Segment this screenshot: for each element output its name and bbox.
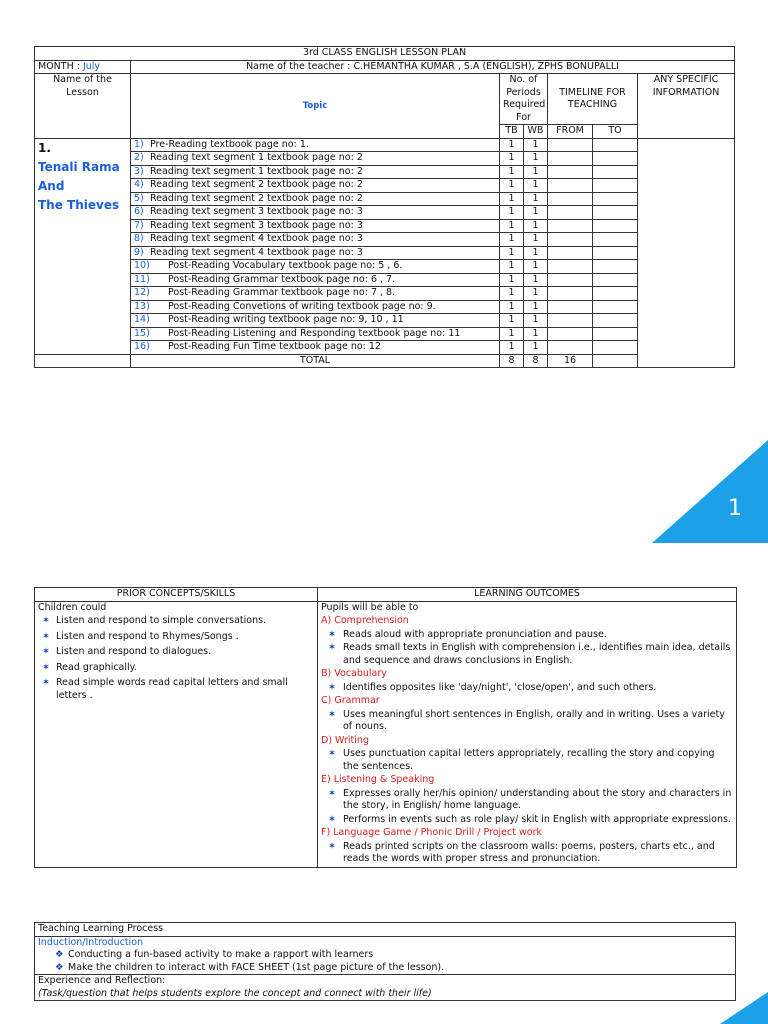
list-item (321, 814, 733, 827)
total-empty (35, 354, 131, 368)
table-row (35, 273, 735, 287)
star-bullet-icon: ✶ (328, 840, 336, 852)
lesson-name-line: The Thieves (38, 197, 120, 212)
outcome-heading: B) Vocabulary (321, 668, 387, 679)
table-row (35, 192, 735, 206)
row-wb: 1 (524, 314, 548, 328)
row-tb: 1 (500, 206, 524, 220)
experience-cell (35, 975, 736, 1001)
row-from (548, 152, 593, 166)
row-number: 6) (134, 206, 144, 217)
list-item (38, 949, 732, 962)
list-item (321, 841, 733, 866)
row-number: 9) (134, 246, 144, 258)
prior-item-text: Read simple words read capital letters and small letters . (56, 677, 288, 701)
outcome-list (321, 788, 733, 827)
prior-list (38, 615, 314, 702)
row-topic: Reading text segment 3 textbook page no: 3 (150, 219, 363, 231)
outcome-item-text: Performs in events such as role play/ skit in English with appropriate expressions. (343, 813, 731, 825)
outcome-item-text: Expresses orally her/his opinion/ understanding about the story and characters in the story, in English/ home language. (343, 787, 732, 811)
diamond-bullet-icon: ❖ (55, 949, 64, 960)
row-topic: Post-Reading Listening and Responding textbook page no: 11 (168, 327, 461, 339)
list-item (321, 788, 733, 813)
header-periods: No. of Periods Required For (500, 74, 548, 125)
row-wb: 1 (524, 287, 548, 301)
topic-cell (131, 341, 500, 355)
table-row (35, 260, 735, 274)
row-topic: Post-Reading Vocabulary textbook page no: 5 , 6. (168, 260, 403, 271)
row-to (593, 233, 638, 247)
teacher-name: Name of the teacher : C.HEMANTHA KUMAR , S.A (ENGLISH), ZPHS BONUPALLI (131, 60, 735, 74)
prior-item-text: Listen and respond to Rhymes/Songs . (56, 630, 239, 642)
table-row (35, 233, 735, 247)
list-item (321, 629, 733, 642)
table-row (35, 327, 735, 341)
row-tb: 1 (500, 152, 524, 166)
topic-cell (131, 273, 500, 287)
row-topic: Reading text segment 2 textbook page no: 2 (150, 192, 363, 204)
row-tb: 1 (500, 179, 524, 193)
prior-item-text: Listen and respond to simple conversations. (56, 615, 267, 626)
row-number: 13) (134, 300, 150, 312)
table-row (35, 165, 735, 179)
table-row (35, 341, 735, 355)
outcomes-intro: Pupils will be able to (321, 601, 419, 613)
row-from (548, 260, 593, 274)
prior-item-text: Listen and respond to dialogues. (56, 646, 212, 657)
star-bullet-icon: ✶ (328, 748, 336, 759)
induction-heading: Induction/Introduction (38, 936, 144, 948)
outcomes-table (34, 587, 737, 868)
induction-item-text: Conducting a fun-based activity to make a rapport with learners (68, 949, 374, 960)
row-from (548, 314, 593, 328)
topic-cell (131, 219, 500, 233)
row-number: 16) (134, 341, 150, 352)
row-number: 5) (134, 192, 144, 204)
experience-note: (Task/question that helps students explore the concept and connect with their life) (38, 987, 432, 999)
row-from (548, 219, 593, 233)
header-from: FROM (548, 125, 593, 139)
table-row (35, 314, 735, 328)
star-bullet-icon: ✶ (42, 615, 50, 626)
row-topic: Post-Reading Convetions of writing textbook page no: 9. (168, 300, 436, 312)
row-from (548, 327, 593, 341)
row-tb: 1 (500, 260, 524, 274)
row-tb: 1 (500, 192, 524, 206)
list-item (38, 962, 732, 975)
header-wb: WB (524, 125, 548, 139)
row-number: 15) (134, 327, 150, 339)
header-tb: TB (500, 125, 524, 139)
row-topic: Post-Reading Grammar textbook page no: 7 , 8. (168, 287, 396, 298)
topic-cell (131, 192, 500, 206)
row-wb: 1 (524, 138, 548, 152)
row-to (593, 314, 638, 328)
row-wb: 1 (524, 300, 548, 314)
lesson-name-line: And (38, 178, 65, 193)
outcome-list (321, 709, 733, 734)
star-bullet-icon: ✶ (42, 646, 50, 657)
row-wb: 1 (524, 341, 548, 355)
row-wb: 1 (524, 233, 548, 247)
topic-cell (131, 327, 500, 341)
list-item (38, 615, 314, 628)
row-number: 7) (134, 219, 144, 231)
row-from (548, 192, 593, 206)
topic-cell (131, 165, 500, 179)
row-from (548, 179, 593, 193)
row-to (593, 165, 638, 179)
topic-cell (131, 246, 500, 260)
row-to (593, 192, 638, 206)
row-wb: 1 (524, 165, 548, 179)
topic-cell (131, 287, 500, 301)
row-topic: Reading text segment 4 textbook page no: 3 (150, 233, 363, 244)
table-row (35, 179, 735, 193)
prior-intro: Children could (38, 601, 107, 613)
row-number: 10) (134, 260, 150, 271)
row-tb: 1 (500, 341, 524, 355)
lesson-plan-table (34, 46, 735, 368)
teaching-header: Teaching Learning Process (35, 923, 736, 937)
table-row (35, 152, 735, 166)
row-tb: 1 (500, 246, 524, 260)
row-to (593, 206, 638, 220)
list-item (38, 662, 314, 675)
row-topic: Reading text segment 3 textbook page no: 3 (150, 206, 363, 217)
row-to (593, 152, 638, 166)
list-item (38, 646, 314, 659)
total-row (35, 354, 735, 368)
row-topic: Reading text segment 1 textbook page no: 2 (150, 165, 363, 177)
list-item (38, 677, 314, 702)
row-topic: Post-Reading Grammar textbook page no: 6 , 7. (168, 273, 396, 285)
topic-cell (131, 138, 500, 152)
row-from (548, 273, 593, 287)
row-topic: Post-Reading writing textbook page no: 9, 10 , 11 (168, 314, 404, 325)
prior-concepts-cell (35, 601, 318, 867)
row-number: 11) (134, 273, 150, 285)
row-number: 3) (134, 165, 144, 177)
star-bullet-icon: ✶ (328, 813, 336, 825)
star-bullet-icon: ✶ (328, 787, 336, 799)
star-bullet-icon: ✶ (328, 628, 336, 640)
total-wb: 8 (524, 354, 548, 368)
outcome-list (321, 841, 733, 866)
star-bullet-icon: ✶ (42, 677, 50, 688)
experience-heading: Experience and Reflection: (38, 975, 166, 986)
row-topic: Post-Reading Fun Time textbook page no: 12 (168, 341, 381, 352)
row-to (593, 219, 638, 233)
row-from (548, 165, 593, 179)
row-wb: 1 (524, 179, 548, 193)
row-from (548, 233, 593, 247)
row-to (593, 341, 638, 355)
row-tb: 1 (500, 287, 524, 301)
row-from (548, 206, 593, 220)
row-from (548, 287, 593, 301)
outcome-item-text: Reads small texts in English with comprehension i.e., identifies main idea, details and sequence and draws conclusions in English. (343, 642, 731, 666)
lesson-name-cell (35, 138, 131, 354)
star-bullet-icon: ✶ (328, 708, 336, 720)
row-tb: 1 (500, 219, 524, 233)
row-to (593, 300, 638, 314)
diamond-bullet-icon: ❖ (55, 961, 64, 973)
outcome-heading: C) Grammar (321, 695, 380, 706)
learning-outcomes-header: LEARNING OUTCOMES (318, 588, 737, 602)
row-tb: 1 (500, 300, 524, 314)
topic-cell (131, 260, 500, 274)
row-from (548, 246, 593, 260)
table-row (35, 246, 735, 260)
total-label: TOTAL (131, 354, 500, 368)
induction-list (38, 949, 732, 974)
row-tb: 1 (500, 327, 524, 341)
info-cell (638, 138, 735, 368)
outcome-heading: F) Language Game / Phonic Drill / Project work (321, 827, 542, 838)
row-wb: 1 (524, 260, 548, 274)
row-topic: Reading text segment 4 textbook page no: 3 (150, 246, 363, 258)
outcome-item-text: Identifies opposites like 'day/night', 'close/open', and such others. (343, 681, 657, 693)
outcome-item-text: Uses punctuation capital letters appropriately, recalling the story and copying the sentences. (343, 748, 715, 772)
month-value: July (82, 60, 101, 72)
row-tb: 1 (500, 233, 524, 247)
header-timeline: TIMELINE FOR TEACHING (548, 74, 638, 125)
row-number: 4) (134, 179, 144, 190)
topic-cell (131, 314, 500, 328)
lesson-plan-title: 3rd CLASS ENGLISH LESSON PLAN (35, 47, 735, 61)
row-wb: 1 (524, 273, 548, 287)
header-topic: Topic (131, 74, 500, 139)
row-from (548, 138, 593, 152)
outcome-heading: E) Listening & Speaking (321, 774, 435, 785)
learning-outcomes-cell (318, 601, 737, 867)
topic-cell (131, 179, 500, 193)
outcome-sections (321, 615, 733, 866)
outcome-list (321, 629, 733, 668)
row-wb: 1 (524, 327, 548, 341)
star-bullet-icon: ✶ (328, 681, 336, 693)
row-tb: 1 (500, 273, 524, 287)
page-number: 1 (728, 496, 742, 521)
induction-cell (35, 936, 736, 975)
row-number: 1) (134, 138, 144, 150)
header-lesson-name: Name of the Lesson (35, 74, 131, 139)
total-tb: 8 (500, 354, 524, 368)
total-from: 16 (548, 354, 593, 368)
row-from (548, 341, 593, 355)
outcome-item-text: Reads printed scripts on the classroom walls: poems, posters, charts etc., and reads the words with proper stress and pronunciation. (343, 840, 715, 864)
row-topic: Pre-Reading textbook page no: 1. (150, 138, 309, 150)
row-to (593, 327, 638, 341)
prior-concepts-header: PRIOR CONCEPTS/SKILLS (35, 588, 318, 602)
list-item (321, 709, 733, 734)
prior-item-text: Read graphically. (56, 661, 137, 673)
row-to (593, 179, 638, 193)
row-number: 14) (134, 314, 150, 325)
table-row (35, 219, 735, 233)
outcome-heading: D) Writing (321, 734, 369, 746)
row-to (593, 260, 638, 274)
row-topic: Reading text segment 1 textbook page no: 2 (150, 152, 363, 163)
outcome-list (321, 682, 733, 695)
lesson-number: 1. (38, 140, 51, 155)
row-to (593, 138, 638, 152)
header-to: TO (593, 125, 638, 139)
row-wb: 1 (524, 246, 548, 260)
star-bullet-icon: ✶ (328, 642, 336, 653)
outcome-item-text: Uses meaningful short sentences in English, orally and in writing. Uses a variety of nouns. (343, 708, 725, 732)
row-tb: 1 (500, 165, 524, 179)
row-to (593, 273, 638, 287)
row-wb: 1 (524, 219, 548, 233)
topic-cell (131, 206, 500, 220)
list-item (38, 631, 314, 644)
outcome-list (321, 748, 733, 773)
total-to (593, 354, 638, 368)
topic-cell (131, 152, 500, 166)
table-row (35, 206, 735, 220)
row-wb: 1 (524, 152, 548, 166)
lesson-name-line: Tenali Rama (38, 159, 120, 174)
table-row (35, 300, 735, 314)
topic-cell (131, 300, 500, 314)
row-wb: 1 (524, 192, 548, 206)
row-tb: 1 (500, 314, 524, 328)
row-number: 12) (134, 287, 150, 298)
list-item (321, 682, 733, 695)
month-label: MONTH : (38, 60, 83, 72)
row-from (548, 300, 593, 314)
page-number-badge (652, 440, 768, 543)
row-tb: 1 (500, 138, 524, 152)
list-item (321, 748, 733, 773)
induction-item-text: Make the children to interact with FACE SHEET (1st page picture of the lesson). (68, 961, 445, 973)
topic-cell (131, 233, 500, 247)
outcome-heading: A) Comprehension (321, 615, 409, 626)
star-bullet-icon: ✶ (42, 661, 50, 673)
row-number: 2) (134, 152, 144, 163)
teaching-table (34, 922, 736, 1001)
table-row (35, 287, 735, 301)
month-cell (35, 60, 131, 74)
row-number: 8) (134, 233, 144, 244)
row-topic: Reading text segment 2 textbook page no: 2 (150, 179, 363, 190)
outcome-item-text: Reads aloud with appropriate pronunciation and pause. (343, 628, 607, 640)
header-info: ANY SPECIFIC INFORMATION (638, 74, 735, 139)
row-wb: 1 (524, 206, 548, 220)
row-to (593, 287, 638, 301)
star-bullet-icon: ✶ (42, 630, 50, 642)
list-item (321, 642, 733, 667)
row-to (593, 246, 638, 260)
